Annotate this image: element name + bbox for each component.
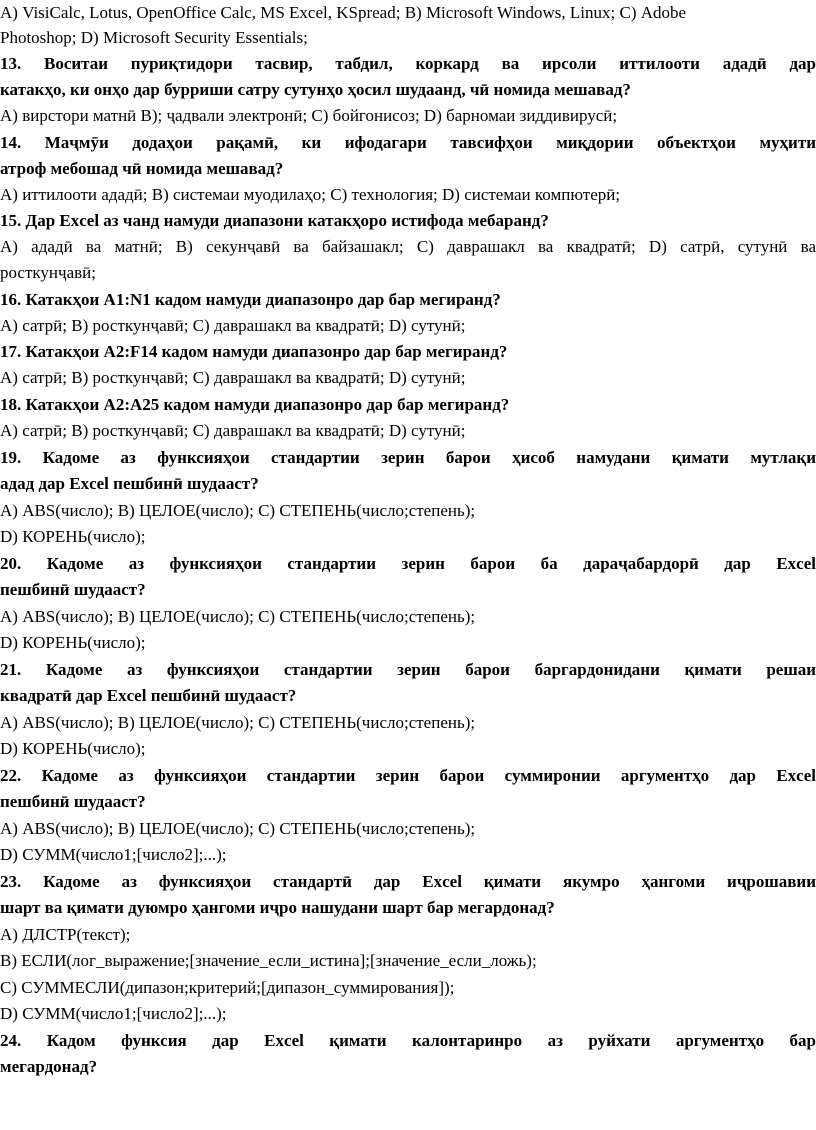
answer-line: Photoshop; D) Microsoft Security Essentials; [0,28,308,47]
question-20-cont: пешбинӣ шудааст? [0,580,146,599]
answer-17: А) сатрӣ; В) росткунҷавӣ; С) даврашакл ва квадратӣ; D) сутунӣ; [0,368,466,387]
question-15: 15. Дар Excel аз чанд намуди диапазони катакҳоро истифода мебаранд? [0,211,549,230]
answer-22-cont: D) СУММ(число1;[число2];...); [0,845,227,864]
answer-20-cont: D) КОРЕНЬ(число); [0,633,146,652]
answer-22: А) ABS(число); В) ЦЕЛОЕ(число); С) СТЕПЕНЬ(число;степень); [0,819,476,838]
answer-16: А) сатрӣ; В) росткунҷавӣ; С) даврашакл ва квадратӣ; D) сутунӣ; [0,316,466,335]
answer-21-cont: D) КОРЕНЬ(число); [0,739,146,758]
question-21: 21. Кадоме аз функсияҳои стандартии зерин барои баргардонидани қимати решаи [0,660,816,679]
question-22: 22. Кадоме аз функсияҳои стандартии зерин барои суммиронии аргументҳо дар Excel [0,766,816,785]
question-22-cont: пешбинӣ шудааст? [0,792,146,811]
answer-21: А) ABS(число); В) ЦЕЛОЕ(число); С) СТЕПЕНЬ(число;степень); [0,713,476,732]
question-23-cont: шарт ва қимати дуюмро ҳангоми иҷро нашудани шарт бар мегардонад? [0,898,555,917]
answer-23-a: А) ДЛСТР(текст); [0,925,131,944]
answer-19: А) ABS(число); В) ЦЕЛОЕ(число); С) СТЕПЕНЬ(число;степень); [0,501,476,520]
question-20: 20. Кадоме аз функсияҳои стандартии зерин барои ба дараҷабардорӣ дар Excel [0,554,816,573]
answer-15: А) ададӣ ва матнӣ; В) секунҷавӣ ва байзашакл; С) даврашакл ва квадратӣ; D) сатрӣ, сутунӣ ва [0,237,816,256]
question-21-cont: квадратӣ дар Excel пешбинӣ шудааст? [0,686,297,705]
answer-23-b: В) ЕСЛИ(лог_выражение;[значение_если_истина];[значение_если_ложь); [0,951,537,970]
question-14-cont: атроф мебошад чӣ номида мешавад? [0,159,284,178]
question-18: 18. Катакҳои А2:А25 кадом намуди диапазонро дар бар мегиранд? [0,395,510,414]
question-13: 13. Воситаи пуриқтидори тасвир, табдил, коркард ва ирсоли иттилооти ададӣ дар [0,54,816,73]
answer-20: А) ABS(число); В) ЦЕЛОЕ(число); С) СТЕПЕНЬ(число;степень); [0,607,476,626]
question-23: 23. Кадоме аз функсияҳои стандартӣ дар Excel қимати якумро ҳангоми иҷрошавии [0,872,816,891]
question-24: 24. Кадом функсия дар Excel қимати калонтаринро аз руйхати аргументҳо бар [0,1031,816,1050]
question-19: 19. Кадоме аз функсияҳои стандартии зерин барои ҳисоб намудани қимати мутлақи [0,448,816,467]
answer-14: А) иттилооти ададӣ; В) системаи муодилаҳо; С) технология; D) системаи компютерӣ; [0,185,621,204]
answer-23-c: С) СУММЕСЛИ(дипазон;критерий;[дипазон_суммирования]); [0,978,455,997]
answer-line: А) VisiCalc, Lotus, OpenOffice Calc, MS Excel, KSpread; В) Microsoft Windows, Linux; С) Adobe [0,3,687,22]
answer-15-cont: росткунҷавӣ; [0,263,96,282]
question-17: 17. Катакҳои А2:F14 кадом намуди диапазонро дар бар мегиранд? [0,342,508,361]
answer-23-d: D) СУММ(число1;[число2];...); [0,1004,227,1023]
question-16: 16. Катакҳои А1:N1 кадом намуди диапазонро дар бар мегиранд? [0,290,501,309]
question-14: 14. Маҷмӯи додаҳои рақамӣ, ки ифодагари тавсифҳои миқдории объектҳои муҳити [0,133,816,152]
answer-18: А) сатрӣ; В) росткунҷавӣ; С) даврашакл ва квадратӣ; D) сутунӣ; [0,421,466,440]
question-19-cont: адад дар Excel пешбинӣ шудааст? [0,474,259,493]
answer-13: А) вирстори матнӣ В); ҷадвали электронӣ; С) бойгонисоз; D) барномаи зиддивирусӣ; [0,106,618,125]
question-24-cont: мегардонад? [0,1057,98,1076]
question-13-cont: катакҳо, ки онҳо дар бурриши сатру сутунҳо ҳосил шудаанд, чӣ номида мешавад? [0,80,631,99]
answer-19-cont: D) КОРЕНЬ(число); [0,527,146,546]
